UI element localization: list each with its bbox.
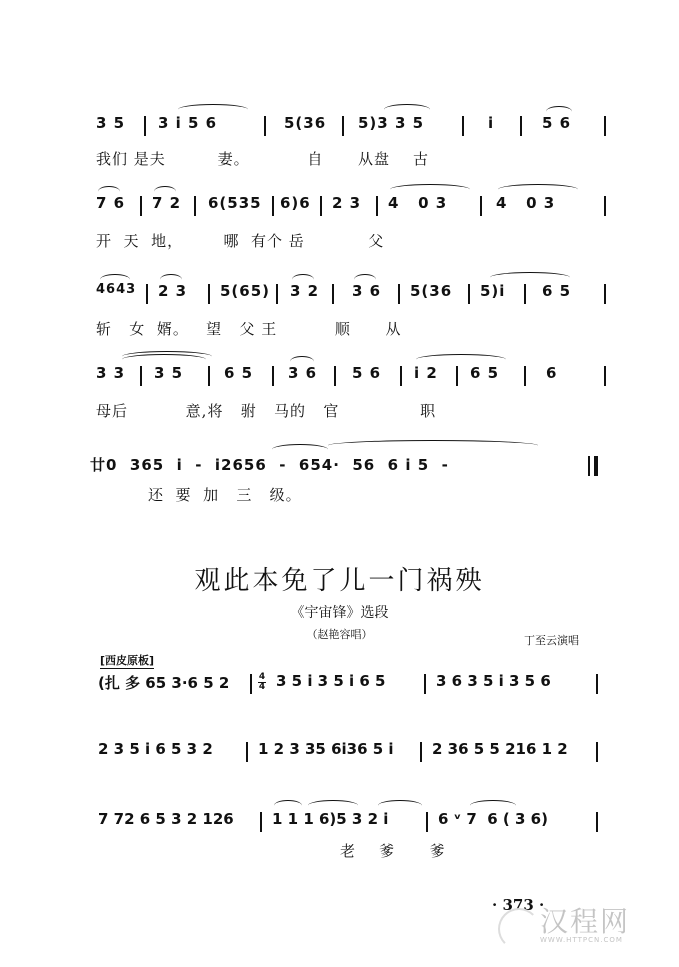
slur xyxy=(390,184,470,195)
measure: 4 0 3 xyxy=(496,194,556,212)
measure: 2 3 xyxy=(332,194,362,212)
measure: 7 72 6 5 3 2 126 xyxy=(98,810,234,828)
slur xyxy=(378,800,422,811)
measure: 3 5 xyxy=(96,114,126,132)
barline xyxy=(468,284,470,304)
measure: 4 0 3 xyxy=(388,194,448,212)
measure: 3 3 xyxy=(96,364,126,382)
barline xyxy=(398,284,400,304)
measure: 6 5 xyxy=(542,282,572,300)
slur xyxy=(154,186,176,197)
barline xyxy=(250,674,252,694)
lyrics-line: 母后 意,将 驸 马的 官 职 xyxy=(96,402,437,420)
barline xyxy=(376,196,378,216)
measure: 7 2 xyxy=(152,194,182,212)
slur xyxy=(384,104,430,115)
measure: 4643 xyxy=(96,282,137,297)
barline xyxy=(144,116,146,136)
measure: 3 2 xyxy=(290,282,320,300)
measure: 3 5 xyxy=(154,364,184,382)
slur xyxy=(354,274,376,285)
measure: 6)6 xyxy=(280,194,311,212)
barline xyxy=(520,116,522,136)
measure: 6 ᵛ 7 6 ( 3 6) xyxy=(438,810,548,828)
measure: 1 2 3 35 6i36 5 i xyxy=(258,740,394,758)
final-barline xyxy=(588,456,590,476)
barline xyxy=(596,812,598,832)
measure: 3 6 xyxy=(352,282,382,300)
lyrics-line: 老 爹 爹 xyxy=(340,842,446,860)
measure: 3 6 3 5 i 3 5 6 xyxy=(436,672,551,690)
measure: 7 6 xyxy=(96,194,126,212)
measure: 5(65) xyxy=(220,282,271,300)
measure: 5(36 xyxy=(284,114,327,132)
slur xyxy=(290,356,314,367)
barline xyxy=(208,284,210,304)
time-signature: 4 4 xyxy=(258,672,266,692)
barline xyxy=(462,116,464,136)
barline xyxy=(140,196,142,216)
barline xyxy=(342,116,344,136)
slur xyxy=(308,800,358,811)
section-title: 观此本免了儿一门祸殃 xyxy=(194,566,485,596)
measure: 2 3 5 i 6 5 3 2 xyxy=(98,740,213,758)
barline xyxy=(604,284,606,304)
lyrics-line: 我们 是夫 妻。 自 从盘 古 xyxy=(96,150,430,168)
measure: 3 5 i 3 5 i 6 5 xyxy=(276,672,386,690)
staff-system-7 xyxy=(98,740,608,764)
slur xyxy=(160,274,182,285)
slur xyxy=(490,272,570,283)
measure: 5)i xyxy=(480,282,506,300)
slur xyxy=(178,104,248,115)
slur xyxy=(416,354,506,365)
staff-system-3 xyxy=(96,282,606,306)
slur xyxy=(328,440,538,451)
mode-marking: [西皮原板] xyxy=(100,654,155,667)
barline xyxy=(524,366,526,386)
staff-system-4 xyxy=(96,364,606,388)
staff-system-5 xyxy=(90,454,606,478)
watermark-logo: 汉程网 xyxy=(540,905,631,938)
slur xyxy=(498,184,578,195)
barline xyxy=(400,366,402,386)
measure: 6 xyxy=(546,364,558,382)
measure: 5 6 xyxy=(352,364,382,382)
barline xyxy=(140,366,142,386)
measure: 2 36 5 5 216 1 2 xyxy=(432,740,568,758)
slur xyxy=(98,186,120,197)
barline xyxy=(604,116,606,136)
barline xyxy=(596,742,598,762)
measure: 6 5 xyxy=(470,364,500,382)
watermark-url: WWW.HTTPCN.COM xyxy=(540,936,623,944)
barline xyxy=(264,116,266,136)
slur xyxy=(122,351,212,362)
slur xyxy=(100,274,130,285)
barline xyxy=(260,812,262,832)
slur xyxy=(292,274,314,285)
slur xyxy=(272,444,328,455)
measure: 5)3 3 5 xyxy=(358,114,425,132)
slur xyxy=(546,106,572,117)
measure: 6(535 xyxy=(208,194,262,212)
barline xyxy=(426,812,428,832)
lyrics-line: 开 天 地， 哪 有个 岳 父 xyxy=(96,232,385,250)
barline xyxy=(320,196,322,216)
barline xyxy=(146,284,148,304)
barline xyxy=(480,196,482,216)
barline xyxy=(272,196,274,216)
watermark-wave-icon xyxy=(498,908,540,950)
barline xyxy=(276,284,278,304)
measure: i 2 xyxy=(414,364,438,382)
staff-system-6 xyxy=(98,672,608,696)
singer-role: （赵艳容唱） xyxy=(306,628,373,641)
lyrics-line: 斩 女 婿。 望 父 王 顺 从 xyxy=(96,320,402,338)
measure: (扎 多 65 3·6 5 2 xyxy=(98,674,230,692)
barline xyxy=(332,284,334,304)
barline xyxy=(524,284,526,304)
staff-system-1 xyxy=(96,114,606,138)
measure: 6 5 xyxy=(224,364,254,382)
measure: 3 i 5 6 xyxy=(158,114,218,132)
barline xyxy=(456,366,458,386)
measure: 2 3 xyxy=(158,282,188,300)
staff-system-8 xyxy=(98,810,608,834)
barline xyxy=(246,742,248,762)
barline xyxy=(334,366,336,386)
barline xyxy=(424,674,426,694)
measure: 1 1 1 6)5 3 2 i xyxy=(272,810,389,828)
barline xyxy=(208,366,210,386)
slur xyxy=(470,800,516,811)
measure: 5(36 xyxy=(410,282,453,300)
measure: 5 6 xyxy=(542,114,572,132)
barline xyxy=(194,196,196,216)
performer-credit: 丁至云演唱 xyxy=(524,634,579,647)
barline xyxy=(420,742,422,762)
lyrics-line: 还 要 加 三 级。 xyxy=(148,486,302,504)
barline xyxy=(604,196,606,216)
watermark xyxy=(540,900,630,944)
barline xyxy=(596,674,598,694)
slur xyxy=(274,800,302,811)
measure: 3 6 xyxy=(288,364,318,382)
measure: 廿0 365 i - i2656 - 654· 56 6 i 5 - xyxy=(90,456,449,474)
page-number: · 373 · xyxy=(492,896,545,914)
section-subtitle: 《宇宙锋》选段 xyxy=(290,605,389,621)
measure: i xyxy=(488,114,495,132)
staff-system-2 xyxy=(96,194,606,218)
barline xyxy=(272,366,274,386)
barline xyxy=(604,366,606,386)
